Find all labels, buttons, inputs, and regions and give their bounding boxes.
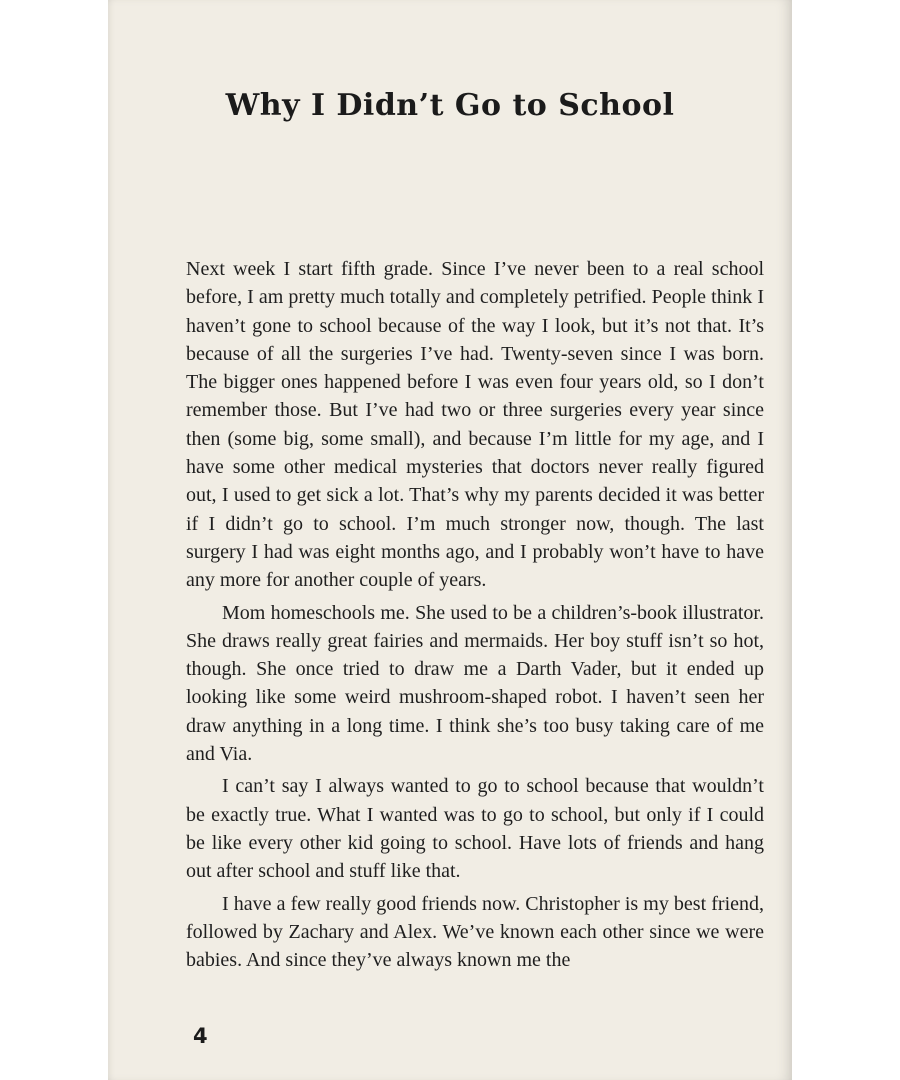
paragraph: I have a few really good friends now. Christopher is my best friend, followed by Zachary and Alex. We’ve known each other since we were babies. And since they’ve always known me the — [186, 892, 764, 972]
page-number: 4 — [193, 1024, 208, 1048]
paragraph: Next week I start fifth grade. Since I’ve never been to a real school before, I am pretty much totally and completely petrified. People think I haven’t gone to school because of the way I look, but it’s not that. It’s because of all the surgeries I’ve had. Twenty-seven since I was born. The bigger ones happened before I was even four years old, so I don’t remember those. But I’ve had two or three surgeries every year since then (some big, some small), and because I’m little for my age, and I have some other medical mysteries that doctors never really figured out, I used to get sick a lot. That’s why my parents decided it was better if I didn’t go to school. I’m much stronger now, though. The last surgery I had was eight months ago, and I probably won’t have to have any more for another couple of years. — [186, 258, 764, 592]
body-text — [186, 255, 764, 974]
book-page — [108, 0, 792, 1080]
chapter-title: Why I Didn’t Go to School — [225, 88, 675, 123]
paragraph: Mom homeschools me. She used to be a children’s-book illustrator. She draws really great fairies and mermaids. Her boy stuff isn’t so hot, though. She once tried to draw me a Darth Vader, but it ended up looking like some weird mushroom-shaped robot. I haven’t seen her draw anything in a long time. I think she’s too busy taking care of me and Via. — [186, 601, 764, 766]
paragraph: I can’t say I always wanted to go to school because that wouldn’t be exactly true. What I wanted was to go to school, but only if I could be like every other kid going to school. Have lots of friends and hang out after school and stuff like that. — [186, 775, 764, 883]
